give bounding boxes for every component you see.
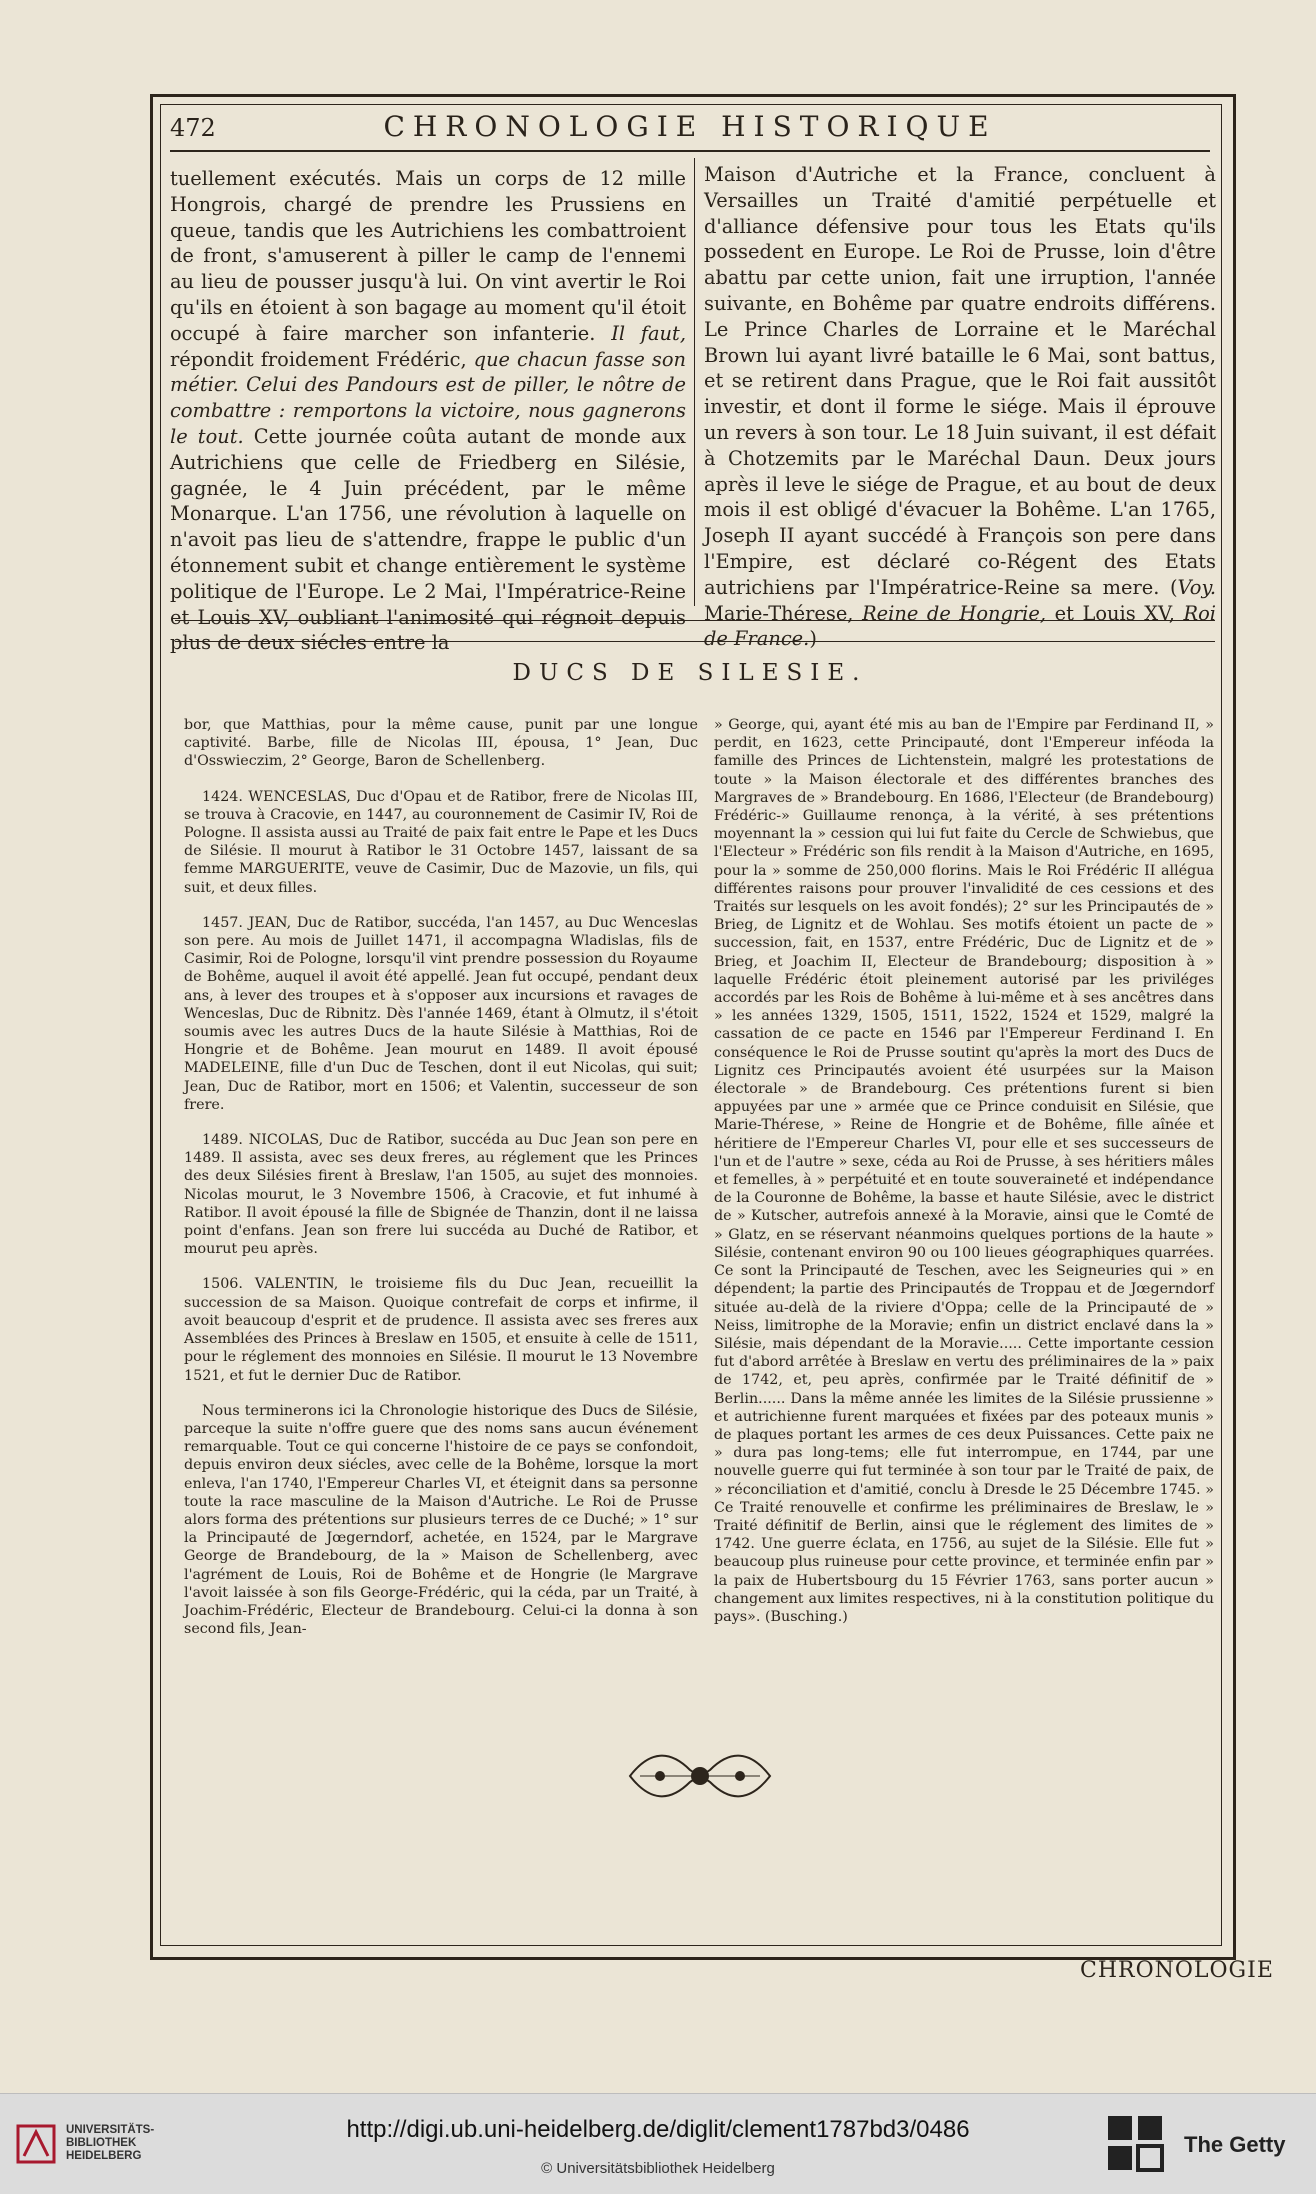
top-right-text-4: ) <box>809 627 817 651</box>
top-right-text-1: Maison d'Autriche et la France, concluent à Versailles un Traité d'amitié perpétuelle et d'alliance défensive pour tous les Etats qu'ils possedent en Europe. Le Roi de Prusse, loin d'être abattu par cette union, fait une irruption, l'année suivante, en Bohême par quatre endroits différens. Le Prince Charles de Lorraine et le Maréchal Brown lui ayant livré bataille le 6 Mai, sont battus, et se retirent dans Prague, que le Roi fait aussitôt investir, et dont il forme le siége. Mais il éprouve un revers à son tour. Le 18 Juin suivant, il est défait à Chotzemits par le Maréchal Daun. Deux jours après il leve le siége de Prague, et au bout de deux mois il est obligé d'évacuer la Bohême. L'an 1765, Joseph II ayant succédé à François son pere dans l'Empire, est déclaré co-Régent des Etats autrichiens par l'Impératrice-Reine sa mere. ( <box>704 163 1216 599</box>
top-left-italic-2: que chacun fasse son métier. Celui des Pandours est de piller, le nôtre de combattre : remportons la victoire, nous gagnerons le tout. <box>170 347 686 448</box>
paragraph-conclusion: Nous terminerons ici la Chronologie historique des Ducs de Silésie, parceque la suite n'offre guere que des noms sans aucun événement remarquable. Tout ce qui concerne l'histoire de ce pays se confondoit, depuis environ deux siécles, avec celle de la Bohême, lorsque la mort enleva, l'an 1740, l'Empereur Charles VI, et éteignit dans sa personne toute la race masculine de la Maison d'Autriche. Le Roi de Prusse alors forma des prétentions sur plusieurs terres de ce Duché; » 1° sur la Principauté de Jœgerndorf, achetée, en 1524, par le Margrave George de Brandebourg, de la » Maison de Schellenberg, avec l'agrément de Louis, Roi de Bohême et de Hongrie (le Margrave l'avoit laissée à son fils George-Frédéric, qui la céda, par un Traité, à Joachim-Frédéric, Electeur de Brandebourg. Celui-ci la donna à son second fils, Jean- <box>184 1402 698 1638</box>
top-left-text-1: tuellement exécutés. Mais un corps de 12 mille Hongrois, chargé de prendre les Prussiens en queue, tandis que les Autrichiens les combattroient de front, s'amuserent à piller le camp de l'ennemi au lieu de pousser jusqu'à lui. On vint avertir le Roi qu'ils en étoient à son bagage au moment qu'il étoit occupé à faire marcher son infanterie. <box>170 167 686 345</box>
top-right-text-2: Marie-Thérese, <box>704 601 854 625</box>
paragraph-quotation: » George, qui, ayant été mis au ban de l'Empire par Ferdinand II, » perdit, en 1623, cette Principauté, dont l'Empereur inféoda la famille des Princes de Lichtenstein, malgré les protestations de toute » la Maison électorale et des différentes branches des Margraves de » Brandebourg. En 1686, l'Electeur (de Brandebourg) Frédéric-» Guillaume renonça, à la vérité, à ses prétentions moyennant la » cession qui lui fut faite du Cercle de Schwiebus, que l'Electeur » Frédéric son fils rendit à la Maison d'Autriche, en 1695, pour la » somme de 250,000 florins. Mais le Roi Frédéric II allégua différentes raisons pour prouver l'invalidité de ces cessions et des Traités sur lesquels on les avoit fondés); 2° sur les Principautés de » Brieg, de Lignitz et de Wohlau. Ses motifs étoient un pacte de » succession, fait, en 1537, entre Frédéric, Duc de Lignitz et de » Brieg, et Joachim II, Electeur de Brandebourg; disposition à » laquelle Frédéric étoit pleinement autorisé par les priviléges accordés par les Rois de Bohême à lui-même et à ses ancêtres dans » les années 1329, 1505, 1511, 1522, 1524 et 1529, malgré la cassation de ce pacte en 1546 par l'Empereur Ferdinand I. En conséquence le Roi de Prusse soutint qu'après la mort des Ducs de Lignitz ces Principautés avoient été usurpées sur la Maison électorale » de Brandebourg. Ces prétentions furent si bien appuyées par une » armée que ce Prince conduisit en Silésie, que Marie-Thérese, » Reine de Hongrie et de Bohême, fille aînée et héritiere de l'Empereur Charles VI, pour elle et ses successeurs de l'un et de l'autre » sexe, céda au Roi de Prusse, à ses héritiers mâles et femelles, à » perpétuité et en toute souveraineté et indépendance de la Couronne de Bohême, la basse et haute Silésie, avec le district de » Kutscher, autrefois annexé à la Moravie, ainsi que le Comté de » Glatz, en se réservant néanmoins quelques portions de la haute » Silésie, contenant environ 90 ou 100 lieues géographiques quarrées. Ce sont la Principauté de Teschen, avec les Seigneuries qui » en dépendent; la partie des Principautés de Troppau et de Jœgerndorf située au-delà de la riviere d'Oppa; celle de la Principauté de » Neiss, limitrophe de la Moravie; enfin un district enclavé dans la » Silésie, mais dépendant de la Moravie..... Cette importante cession fut d'abord arrêtée à Breslaw en vertu des préliminaires de la » paix de 1742, et, peu après, confirmée par le Traité définitif de » Berlin...... Dans la même année les limites de la Silésie prussienne » et autrichienne furent marquées et fixées par des poteaux munis » de plaques portant les armes de ces deux Puissances. Cette paix ne » dura pas long-tems; elle fut interrompue, en 1744, par une nouvelle guerre qui fut terminée à son tour par le Traité de paix, de » réconciliation et d'amitié, conclu à Dresde le 25 Décembre 1745. » Ce Traité renouvelle et confirme les préliminaires de Breslaw, le » Traité définitif de Berlin, ainsi que le réglement des limites de » 1742. Une guerre éclata, en 1756, au sujet de la Silésie. Elle fut » beaucoup plus ruineuse pour cette province, et terminée enfin par » la paix de Hubertsbourg du 15 Février 1763, sans porter aucun » changement aux limites respectives, ni à la constitution politique du pays». (Busching.) <box>714 717 1214 1625</box>
library-line-3: HEIDELBERG <box>66 2150 142 2162</box>
top-left-text-2: répondit froidement Frédéric, <box>170 347 467 371</box>
library-line-2: BIBLIOTHEK <box>66 2137 137 2149</box>
running-head <box>170 108 1210 148</box>
section-title: DUCS DE SILESIE. <box>512 660 868 686</box>
lower-right-column <box>714 716 1214 1626</box>
column-divider-top <box>694 158 695 606</box>
lower-left-column <box>184 716 698 1638</box>
top-left-column <box>170 166 686 656</box>
top-left-text-3: Cette journée coûta autant de monde aux Autrichiens que celle de Friedberg en Silésie, gagnée, le 4 Juin précédent, par le même Monarque. L'an 1756, une révolution à laquelle on n'avoit pas lieu de s'attendre, frappe le public d'un étonnement subit et change entièrement le système politique de l'Europe. Le 2 Mai, l'Impératrice-Reine et Louis XV, oubliant l'animosité qui régnoit depuis plus de deux siécles entre la <box>170 424 686 655</box>
catchword: CHRONOLOGIE <box>1080 1958 1274 1983</box>
permalink-url[interactable]: http://digi.ub.uni-heidelberg.de/diglit/clement1787bd3/0486 <box>346 2116 970 2143</box>
floral-ornament-icon <box>620 1740 780 1812</box>
top-right-text-3: et Louis XV, <box>1054 601 1175 625</box>
section-rule-top <box>175 620 1215 621</box>
running-title: CHRONOLOGIE HISTORIQUE <box>383 110 997 143</box>
getty-logo[interactable] <box>1106 2114 1306 2174</box>
top-right-italic-3: Roi de France. <box>704 601 1216 651</box>
header-rule <box>170 150 1210 152</box>
top-right-italic-2: Reine de Hongrie, <box>862 601 1047 625</box>
library-line-1: UNIVERSITÄTS- <box>66 2124 155 2136</box>
paragraph-valentin: 1506. VALENTIN, le troisieme fils du Duc Jean, recueillit la succession de sa Maison. Quoique contrefait de corps et infirme, il avoit beaucoup d'esprit et de prudence. Il assista avec ses freres aux Assemblées des Princes à Breslaw en 1505, et ensuite à celle de 1511, pour le réglement des monnoies en Silésie. Il mourut le 13 Novembre 1521, et fut le dernier Duc de Ratibor. <box>184 1276 698 1384</box>
page-number: 472 <box>170 114 216 142</box>
paragraph-wenceslas: 1424. WENCESLAS, Duc d'Opau et de Ratibor, frere de Nicolas III, se trouva à Cracovie, en 1447, au couronnement de Casimir IV, Roi de Pologne. Il assista aussi au Traité de paix fait entre le Pape et les Ducs de Silésie. Il mourut à Ratibor le 31 Octobre 1457, laissant de sa femme MARGUERITE, veuve de Casimir, Duc de Mazovie, un fils, qui suit, et deux filles. <box>184 788 698 896</box>
paragraph-nicolas: 1489. NICOLAS, Duc de Ratibor, succéda au Duc Jean son pere en 1489. Il assista, avec ses deux freres, au réglement que les Princes des deux Silésies firent à Breslaw, l'an 1505, au sujet des monnoies. Nicolas mourut, le 3 Novembre 1506, à Cracovie, et fut inhumé à Ratibor. Il avoit épousé la fille de Sbignée de Thanzin, dont il ne laissa point d'enfans. Jean son frere lui succéda au Duché de Ratibor, et mourut peu après. <box>184 1132 698 1258</box>
section-rule-bottom <box>175 641 1215 642</box>
paragraph-jean: 1457. JEAN, Duc de Ratibor, succéda, l'an 1457, au Duc Wenceslas son pere. Au mois de Juillet 1471, il accompagna Wladislas, fils de Casimir, Roi de Pologne, lorsqu'il vint prendre possession du Royaume de Bohême, auquel il avoit été appellé. Jean fut occupé, pendant deux ans, à lever des troupes et à s'opposer aux incursions et ravages de Wenceslas, Duc de Ribnitz. Dès l'année 1469, étant à Olmutz, il s'étoit soumis avec les autres Ducs de la haute Silésie à Matthias, Roi de Hongrie et de Bohême. Jean mourut en 1489. Il avoit épousé MADELEINE, fille d'un Duc de Teschen, dont il eut Nicolas, qui suit; Jean, Duc de Ratibor, mort en 1506; et Valentin, successeur de son frere. <box>184 914 698 1113</box>
viewer-footer <box>0 2093 1316 2194</box>
top-right-column <box>704 162 1216 652</box>
top-left-italic-1: Il faut, <box>611 321 686 345</box>
getty-name: The Getty <box>1184 2132 1286 2157</box>
top-right-italic-1: Voy. <box>1177 575 1216 599</box>
getty-mark-icon <box>1106 2114 1164 2172</box>
copyright-notice: © Universitätsbibliothek Heidelberg <box>541 2160 775 2177</box>
paragraph-continuation: bor, que Matthias, pour la même cause, punit par une longue captivité. Barbe, fille de Nicolas III, épousa, 1° Jean, Duc d'Osswieczim, 2° George, Baron de Schellenberg. <box>184 717 698 770</box>
